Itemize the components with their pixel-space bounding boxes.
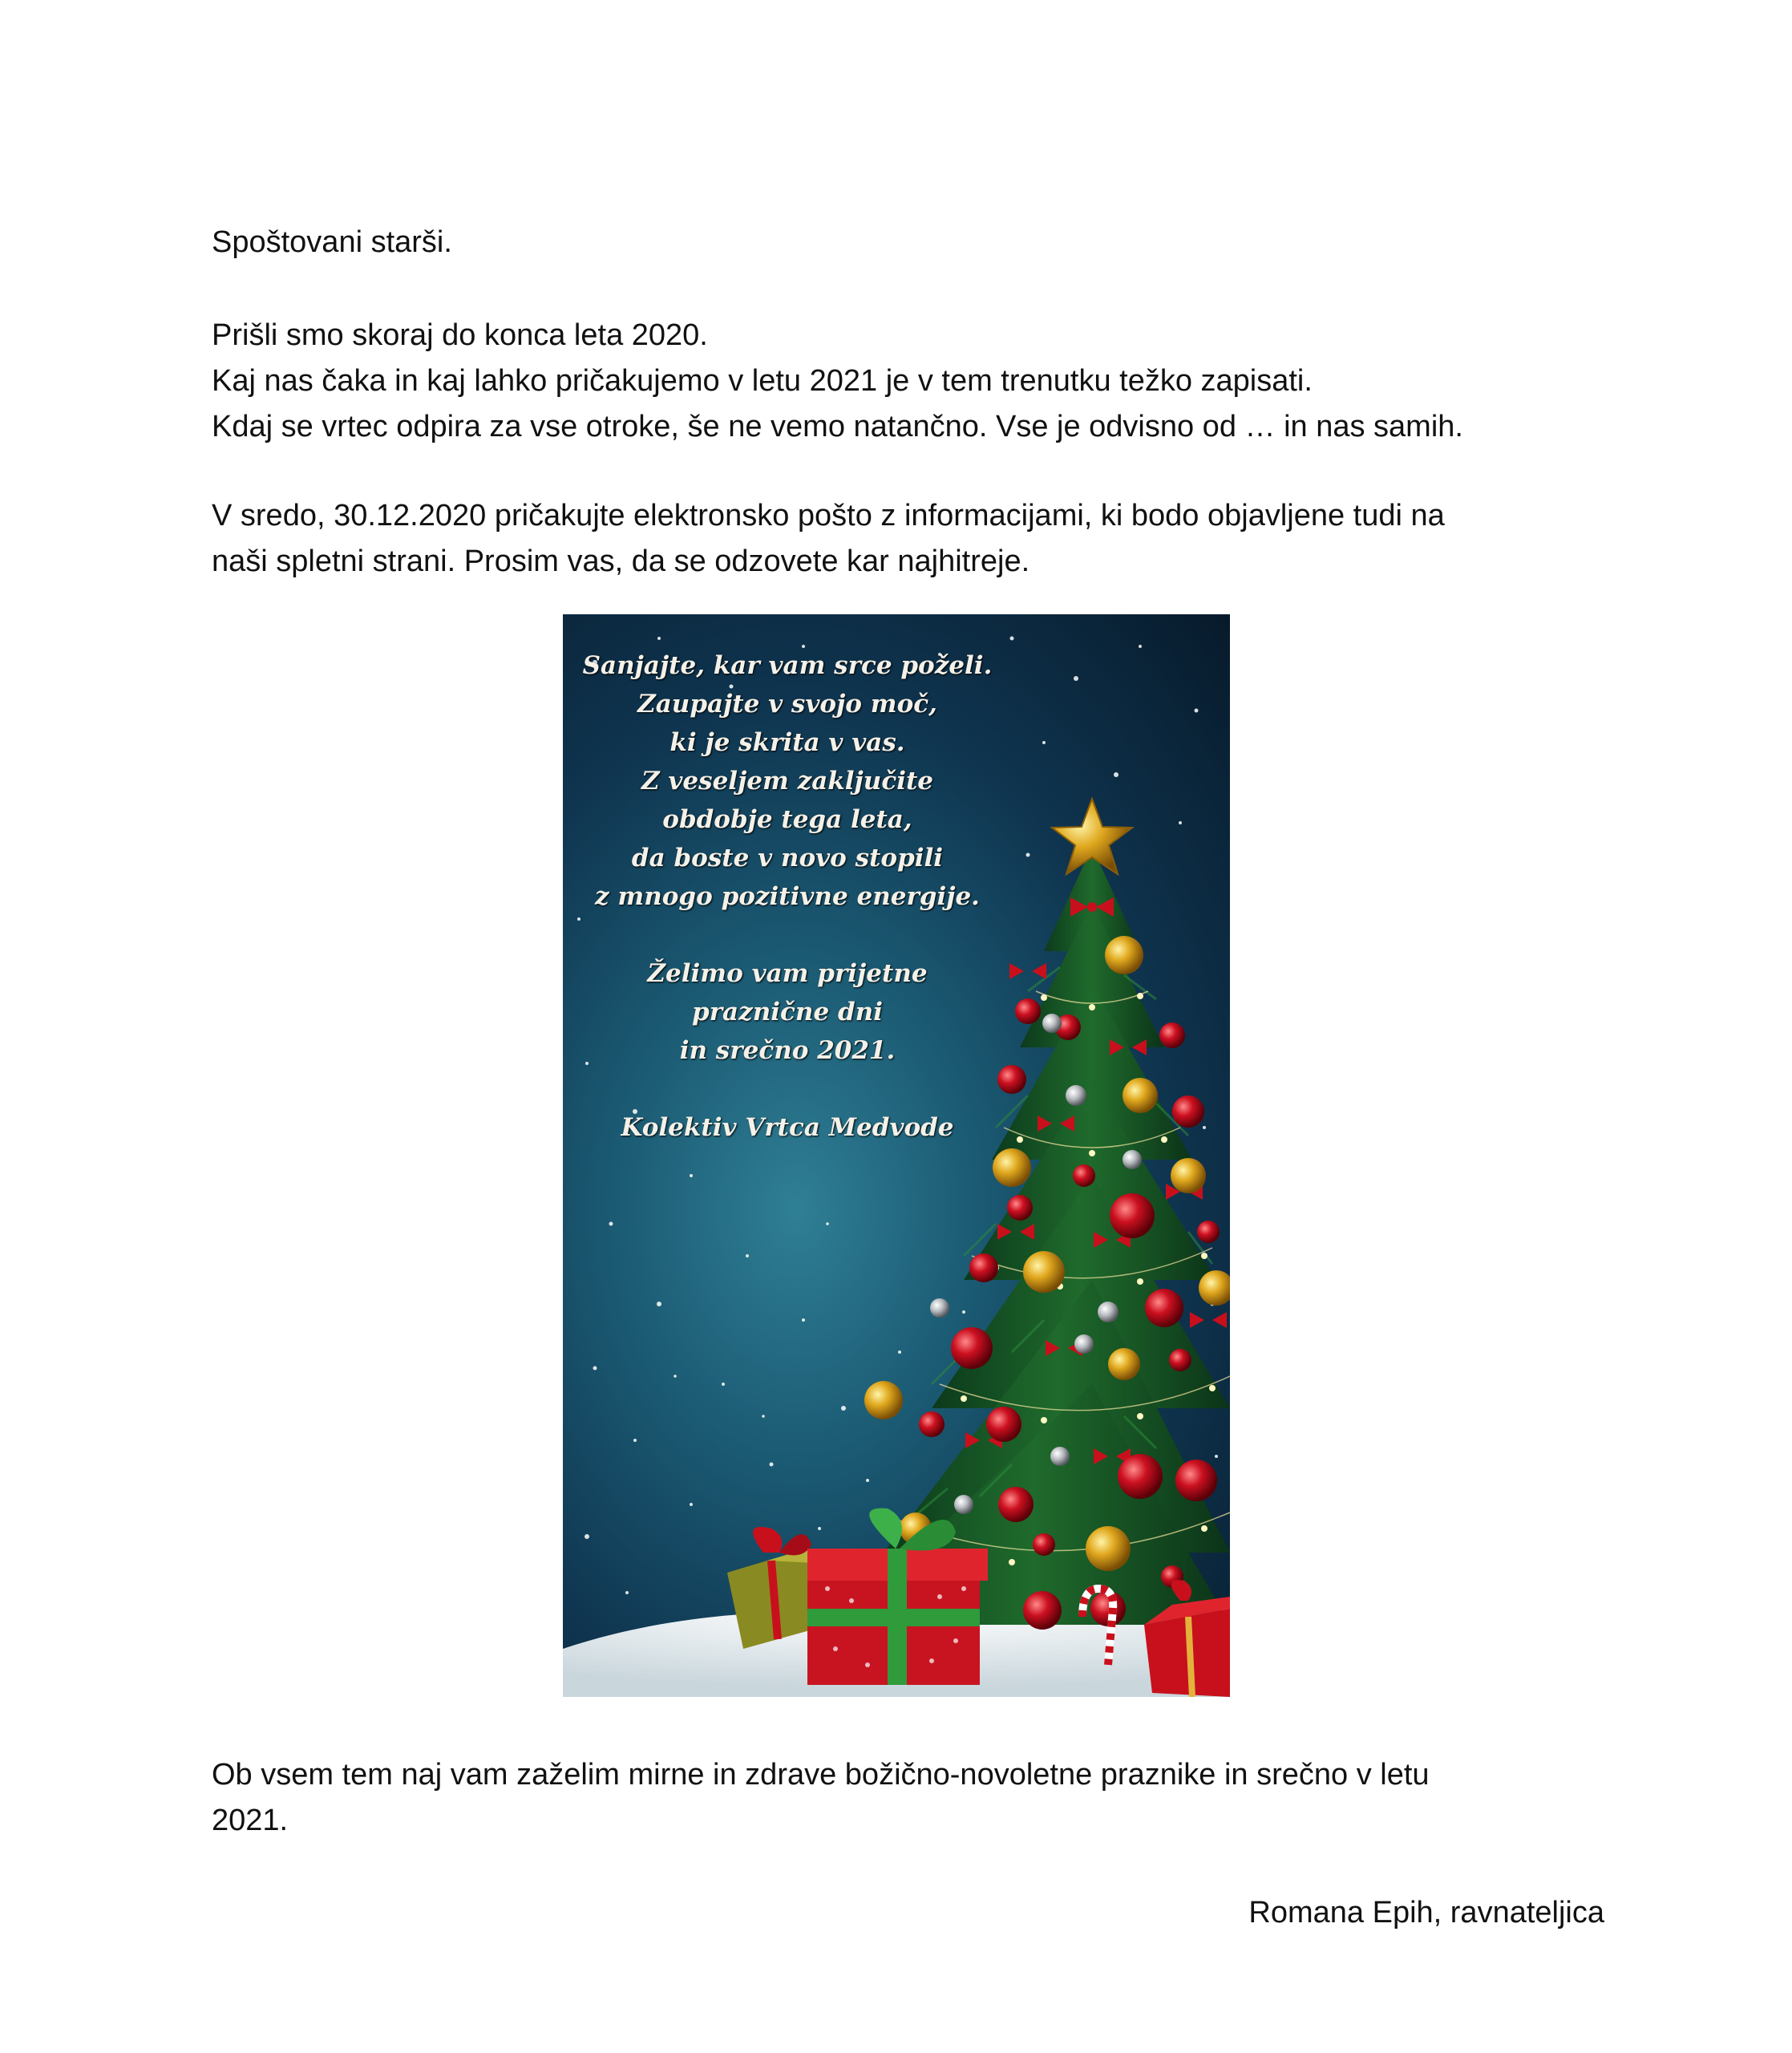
paragraph-line: 2021. — [212, 1804, 289, 1837]
verse-line: in srečno 2021. — [679, 1036, 896, 1065]
card-sender: Kolektiv Vrtca Medvode — [621, 1113, 954, 1142]
verse-line: da boste v novo stopili — [631, 844, 944, 873]
paragraph-email-notice — [212, 493, 1623, 585]
card-greeting-text — [563, 646, 1012, 1147]
verse-line: Sanjajte, kar vam srce poželi. — [582, 651, 993, 680]
verse-line: Zaupajte v svojo moč, — [637, 690, 937, 719]
paragraph-line: Prišli smo skoraj do konca leta 2020. — [212, 318, 708, 352]
paragraph-holiday-wishes — [212, 1752, 1623, 1844]
paragraph-line: V sredo, 30.12.2020 pričakujte elektronsko pošto z informacijami, ki bodo objavljene tudi na — [212, 499, 1445, 532]
verse-gap — [563, 916, 1012, 954]
verse-line: ki je skrita v vas. — [669, 728, 905, 757]
verse-line: obdobje tega leta, — [662, 805, 912, 834]
greeting-line: Spoštovani starši. — [212, 225, 452, 259]
greeting — [212, 220, 1623, 265]
verse-gap — [563, 1070, 1012, 1108]
verse-line: z mnogo pozitivne energije. — [595, 882, 980, 911]
paragraph-line: naši spletni strani. Prosim vas, da se odzovete kar najhitreje. — [212, 545, 1030, 578]
paragraph-year-end — [212, 313, 1623, 450]
paragraph-line: Kdaj se vrtec odpira za vse otroke, še ne vemo natančno. Vse je odvisno od … in nas samih. — [212, 410, 1463, 443]
verse-line: Z veseljem zaključite — [641, 767, 934, 796]
verse-line: Želimo vam prijetne — [647, 959, 928, 988]
verse-line: praznične dni — [692, 998, 883, 1026]
paragraph-line: Kaj nas čaka in kaj lahko pričakujemo v letu 2021 je v tem trenutku težko zapisati. — [212, 364, 1313, 398]
christmas-card-image — [563, 614, 1230, 1697]
signature: Romana Epih, ravnateljica — [1248, 1896, 1604, 1929]
paragraph-line: Ob vsem tem naj vam zaželim mirne in zdrave božično-novoletne praznike in srečno v letu — [212, 1758, 1430, 1792]
